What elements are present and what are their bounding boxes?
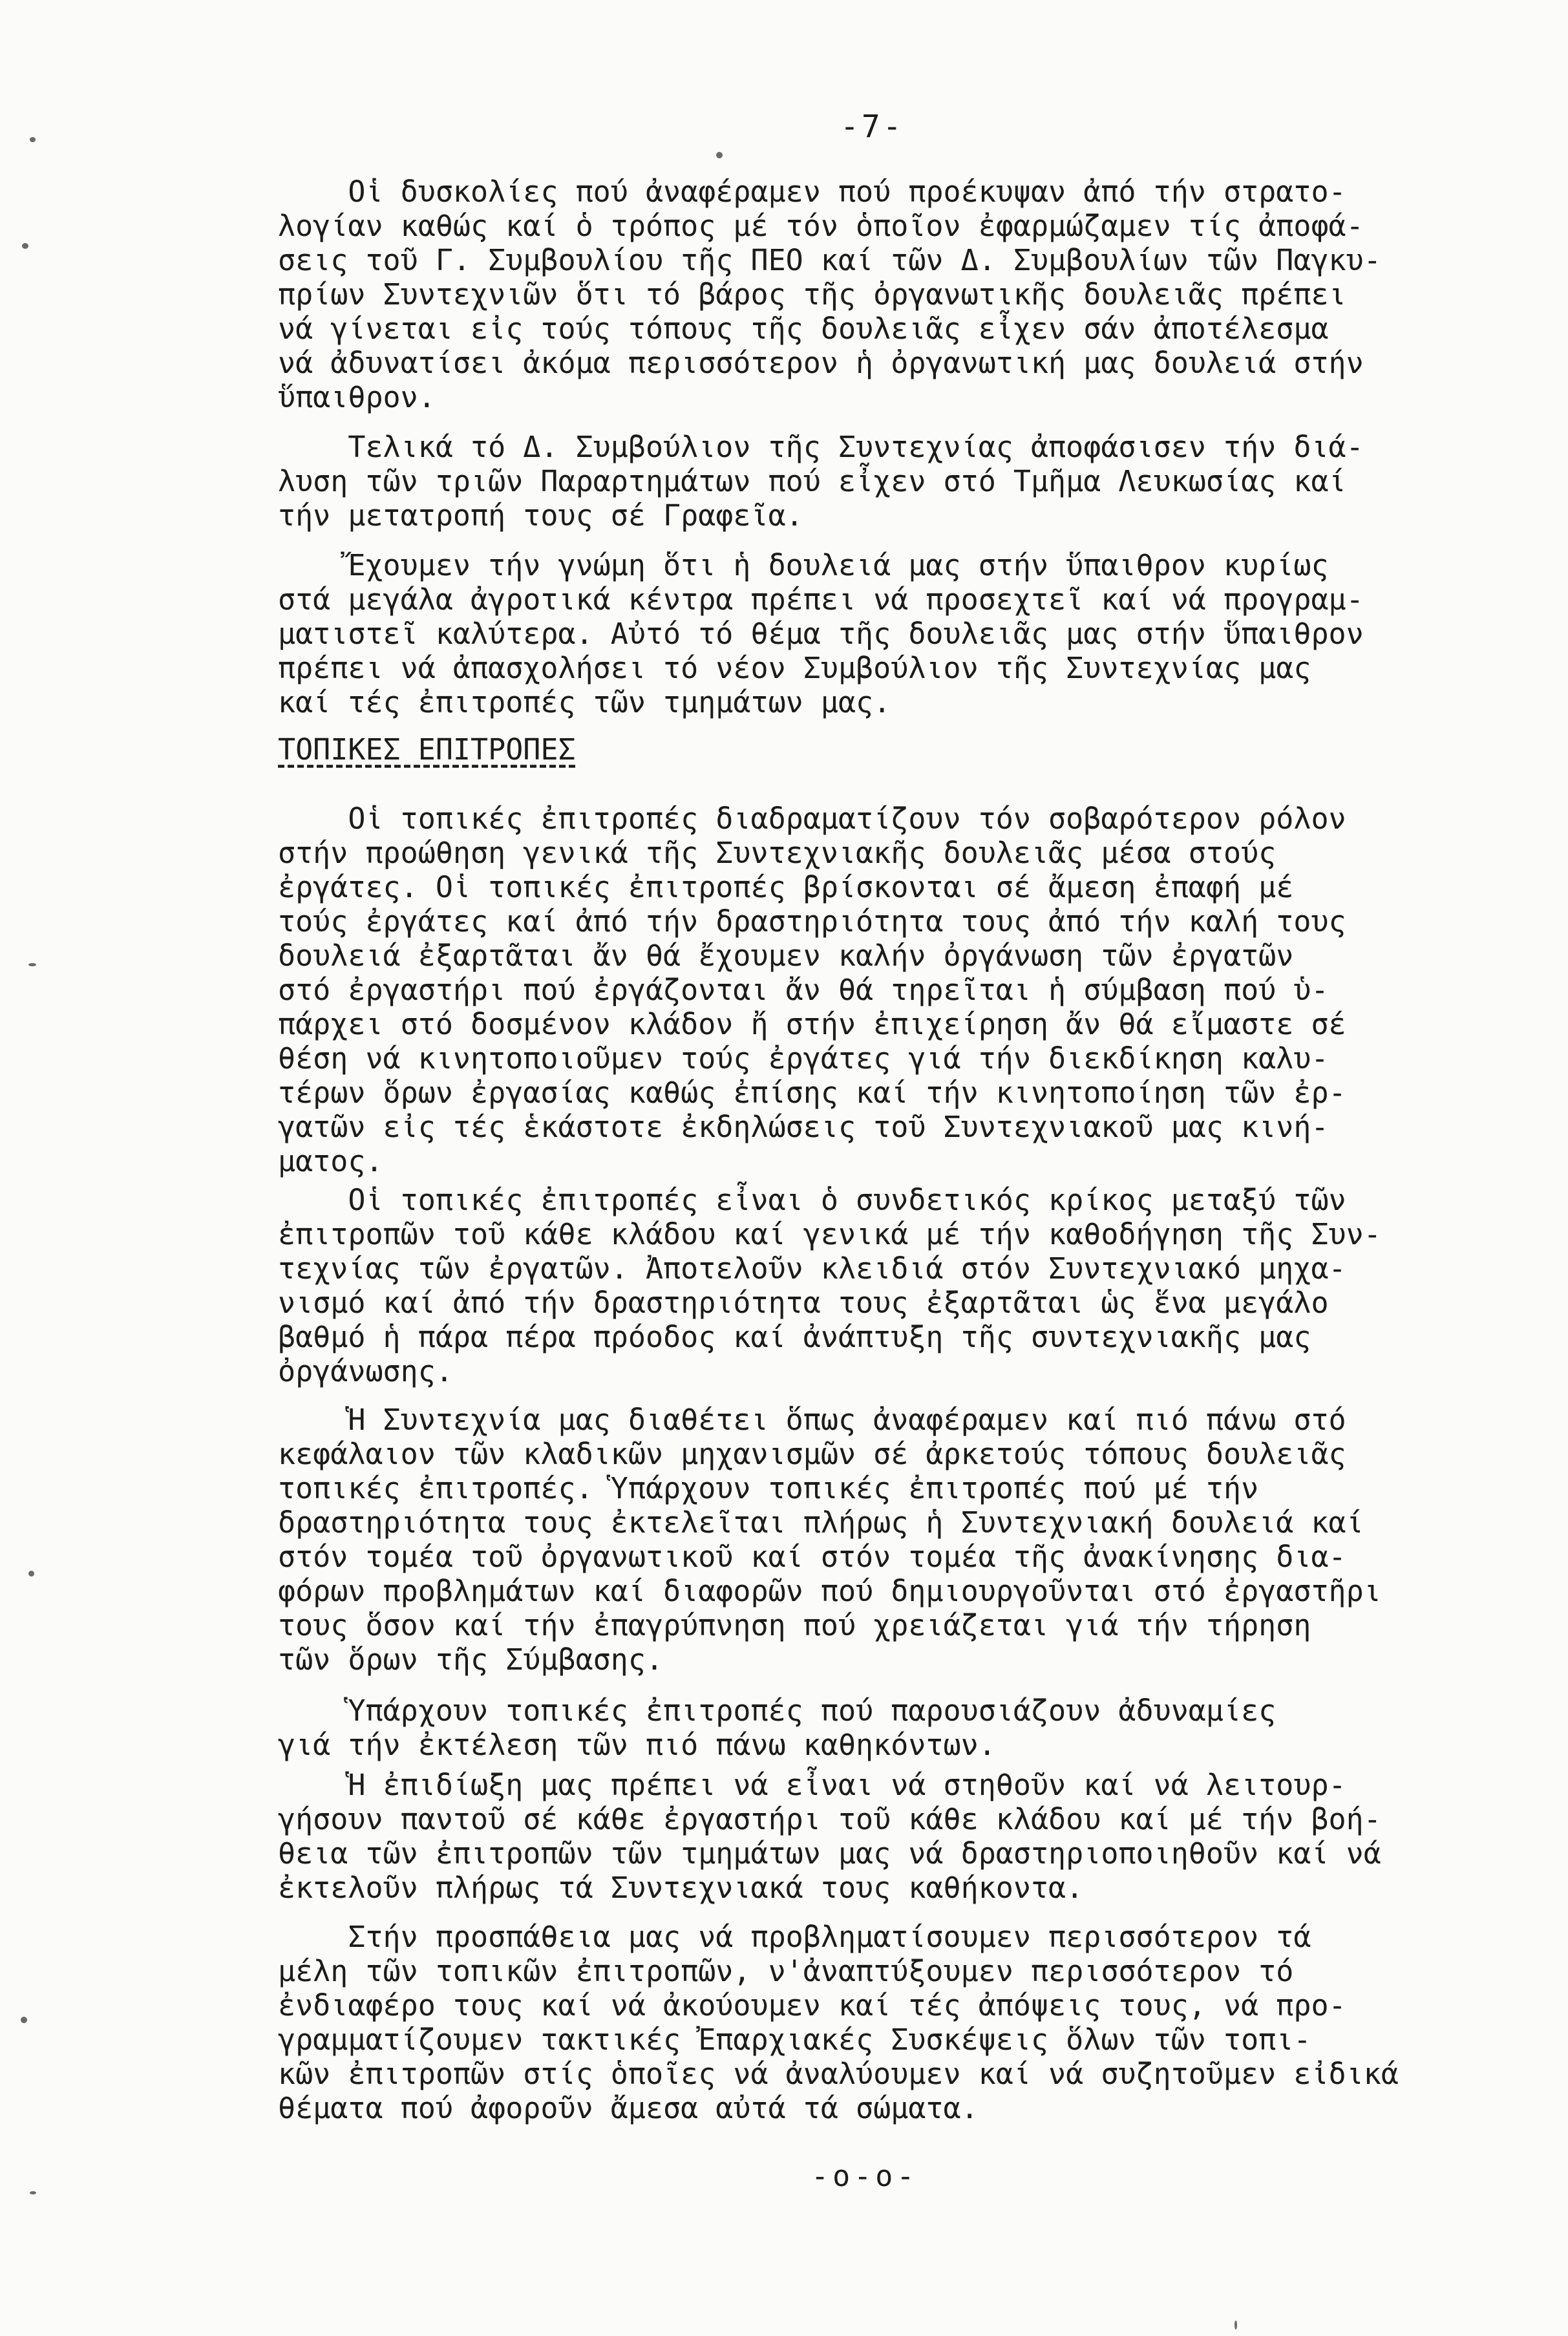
scan-speck xyxy=(30,2191,36,2194)
paragraph-local-4: Ὑπάρχουν τοπικές ἐπιτροπές πού παρουσιάζουν ἀδυναμίες γιά τήν ἐκτέλεση τῶν πιό πάνω καθηκόντων. xyxy=(278,1694,1277,1762)
paragraph-intro-3: Ἔχουμεν τήν γνώμη ὅτι ἡ δουλειά μας στήν ὕπαιθρον κυρίως στά μεγάλα ἀγροτικά κέντρα πρέπει νά προσεχτεῖ καί νά προγραμ- ματιστεῖ καλύτερα. Αὐτό τό θέμα τῆς δουλειᾶς μας στήν ὕπαιθρον πρέπει νά ἀπασχολήσει τό νέον Συμβούλιον τῆς Συντεχνίας μας καί τές ἐπιτροπές τῶν τμημάτων μας. xyxy=(278,548,1364,719)
section-heading-local-committees: ΤΟΠΙΚΕΣ ΕΠΙΤΡΟΠΕΣ xyxy=(278,732,576,767)
page-number: -7- xyxy=(840,109,904,145)
paragraph-intro-2: Τελικά τό Δ. Συμβούλιον τῆς Συντεχνίας ἀποφάσισεν τήν διά- λυση τῶν τριῶν Παραρτημάτων πού εἶχεν στό Τμῆμα Λευκωσίας καί τήν μετατροπή τους σέ Γραφεῖα. xyxy=(278,430,1364,533)
paragraph-local-5: Ἡ ἐπιδίωξη μας πρέπει νά εἶναι νά στηθοῦν καί νά λειτουρ- γήσουν παντοῦ σέ κάθε ἐργαστήρι τοῦ κάθε κλάδου καί μέ τήν βοή- θεια τῶν ἐπιτροπῶν τῶν τμημάτων μας νά δραστηριοποιηθοῦν καί νά ἐκτελοῦν πλήρως τά Συντεχνιακά τους καθήκοντα. xyxy=(278,1768,1381,1905)
scan-speck xyxy=(28,963,36,966)
paragraph-local-2: Οἱ τοπικές ἐπιτροπές εἶναι ὁ συνδετικός κρίκος μεταξύ τῶν ἐπιτροπῶν τοῦ κάθε κλάδου καί γενικά μέ τήν καθοδήγηση τῆς Συν- τεχνίας τῶν ἐργατῶν. Ἀποτελοῦν κλειδιά στόν Συντεχνιακό μηχα- νισμό καί ἀπό τήν δραστηριότητα τους ἐξαρτᾶται ὡς ἕνα μεγάλο βαθμό ἡ πάρα πέρα πρόοδος καί ἀνάπτυξη τῆς συντεχνιακῆς μας ὀργάνωσης. xyxy=(278,1183,1381,1388)
paragraph-local-6: Στήν προσπάθεια μας νά προβληματίσουμεν περισσότερον τά μέλη τῶν τοπικῶν ἐπιτροπῶν, ν'ἀναπτύξουμεν περισσότερον τό ἐνδιαφέρο τους καί νά ἀκούουμεν καί τές ἀπόψεις τους, νά προ- γραμματίζουμεν τακτικές Ἐπαρχιακές Συσκέψεις ὅλων τῶν τοπι- κῶν ἐπιτροπῶν στίς ὁποῖες νά ἀναλύουμεν καί νά συζητοῦμεν εἰδικά θέματα πού ἀφοροῦν ἄμεσα αὐτά τά σώματα. xyxy=(278,1920,1399,2125)
scan-speck xyxy=(716,152,723,158)
paragraph-local-3: Ἡ Συντεχνία μας διαθέτει ὅπως ἀναφέραμεν καί πιό πάνω στό κεφάλαιον τῶν κλαδικῶν μηχανισμῶν σέ ἀρκετούς τόπους δουλειᾶς τοπικές ἐπιτροπές. Ὑπάρχουν τοπικές ἐπιτροπές πού μέ τήν δραστηριότητα τους ἐκτελεῖται πλήρως ἡ Συντεχνιακή δουλειά καί στόν τομέα τοῦ ὀργανωτικοῦ καί στόν τομέα τῆς ἀνακίνησης δια- φόρων προβλημάτων καί διαφορῶν πού δημιουργοῦνται στό ἐργαστῆρι τους ὅσον καί τήν ἐπαγρύπνηση πού χρειάζεται γιά τήν τήρηση τῶν ὅρων τῆς Σύμβασης. xyxy=(278,1403,1381,1677)
scan-speck xyxy=(1234,2320,1237,2330)
paragraph-local-1: Οἱ τοπικές ἐπιτροπές διαδραματίζουν τόν σοβαρότερον ρόλον στήν προώθηση γενικά τῆς Συντεχνιακῆς δουλειᾶς μέσα στούς ἐργάτες. Οἱ τοπικές ἐπιτροπές βρίσκονται σέ ἄμεση ἐπαφή μέ τούς ἐργάτες καί ἀπό τήν δραστηριότητα τους ἀπό τήν καλή τους δουλειά ἐξαρτᾶται ἄν θά ἔχουμεν καλήν ὀργάνωση τῶν ἐργατῶν στό ἐργαστήρι πού ἐργάζονται ἄν θά τηρεῖται ἡ σύμβαση πού ὑ- πάρχει στό δοσμένον κλάδον ἤ στήν ἐπιχείρηση ἄν θά εἴμαστε σέ θέση νά κινητοποιοῦμεν τούς ἐργάτες γιά τήν διεκδίκηση καλυ- τέρων ὅρων ἐργασίας καθώς ἐπίσης καί τήν κινητοποίηση τῶν ἐρ- γατῶν εἰς τές ἑκάστοτε ἐκδηλώσεις τοῦ Συντεχνιακοῦ μας κινή- ματος. xyxy=(278,802,1346,1178)
scan-speck xyxy=(21,2017,27,2023)
scan-speck xyxy=(28,1571,34,1577)
paragraph-intro-1: Οἱ δυσκολίες πού ἀναφέραμεν πού προέκυψαν ἀπό τήν στρατο- λογίαν καθώς καί ὁ τρόπος μέ τόν ὁποῖον ἐφαρμώζαμεν τίς ἀποφά- σεις τοῦ Γ. Συμβουλίου τῆς ΠΕΟ καί τῶν Δ. Συμβουλίων τῶν Παγκυ- πρίων Συντεχνιῶν ὅτι τό βάρος τῆς ὀργανωτικῆς δουλειᾶς πρέπει νά γίνεται εἰς τούς τόπους τῆς δουλειᾶς εἶχεν σάν ἀποτέλεσμα νά ἀδυνατίσει ἀκόμα περισσότερον ἡ ὀργανωτική μας δουλειά στήν ὕπαιθρον. xyxy=(278,175,1381,414)
end-mark: -o-o- xyxy=(811,2159,918,2193)
scan-speck xyxy=(22,243,28,249)
scan-speck xyxy=(30,137,36,142)
